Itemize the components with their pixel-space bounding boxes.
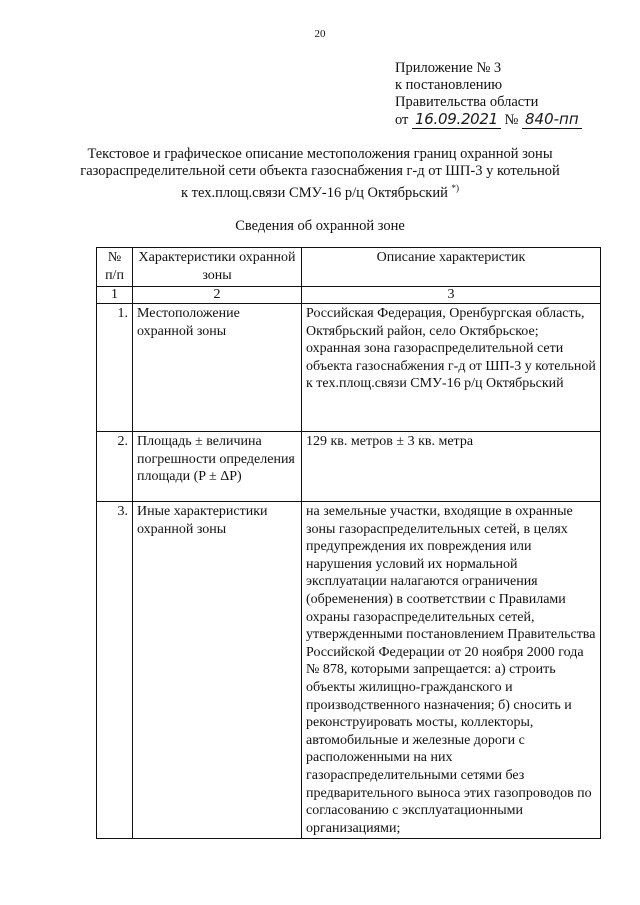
row-characteristic: Местоположение охранной зоны <box>133 304 302 432</box>
row-number: 1. <box>97 304 133 432</box>
header-number: № п/п <box>97 248 133 287</box>
document-title-text: Текстовое и графическое описание местоположения границ охранной зоны газораспределительной сети объекта газоснабжения г-д от ШП-3 у котельной к тех.площ.связи СМУ-16 р/ц Октябрьский <box>80 146 560 201</box>
resolution-number: 840-пп <box>522 110 582 129</box>
index-cell: 2 <box>133 287 302 304</box>
row-number: 3. <box>97 502 133 839</box>
page-number: 20 <box>314 28 326 40</box>
table-header-row <box>97 248 601 287</box>
table-row <box>97 304 601 432</box>
appendix-block <box>395 60 582 129</box>
index-cell: 3 <box>302 287 601 304</box>
document-title <box>80 146 560 202</box>
appendix-line-2: к постановлению <box>395 77 503 93</box>
table-row <box>97 502 601 839</box>
section-heading: Сведения об охранной зоне <box>235 218 405 234</box>
row-characteristic: Иные характеристики охранной зоны <box>133 502 302 839</box>
header-description: Описание характеристик <box>302 248 601 287</box>
appendix-line-1: Приложение № 3 <box>395 60 502 76</box>
number-label: № <box>504 112 519 128</box>
index-cell: 1 <box>97 287 133 304</box>
row-description: на земельные участки, входящие в охранные зоны газораспределительных сетей, в целях предупреждения их повреждения или нарушения условий их нормальной эксплуатации налагаются ограничения (обременения) в соответствии с Правилами охраны газораспределительных сетей, утвержденными постановлением Правительства Российской Федерации от 20 ноября 2000 года № 878, которыми запрещается: а) строить объекты жилищно-гражданского и производственного назначения; б) сносить и реконструировать мосты, коллекторы, автомобильные и железные дороги с расположенными на них газораспределительными сетями без предварительного выноса этих газопроводов по согласованию с эксплуатационными организациями; <box>302 502 601 839</box>
header-characteristic: Характеристики охранной зоны <box>133 248 302 287</box>
row-characteristic: Площадь ± величина погрешности определения площади (P ± ΔP) <box>133 432 302 502</box>
resolution-reference <box>395 111 582 129</box>
row-description: Российская Федерация, Оренбургская область, Октябрьский район, село Октябрьское; охранная зона газораспределительной сети объекта газоснабжения г-д от ШП-3 у котельной к тех.площ.связи СМУ-16 р/ц Октябрьский <box>302 304 601 432</box>
table-index-row <box>97 287 601 304</box>
from-label: от <box>395 112 409 128</box>
protection-zone-table <box>96 247 601 839</box>
row-number: 2. <box>97 432 133 502</box>
appendix-line-3: Правительства области <box>395 94 539 110</box>
row-description: 129 кв. метров ± 3 кв. метра <box>302 432 601 502</box>
resolution-date: 16.09.2021 <box>412 110 501 129</box>
table-row <box>97 432 601 502</box>
footnote-mark: *) <box>451 183 459 193</box>
